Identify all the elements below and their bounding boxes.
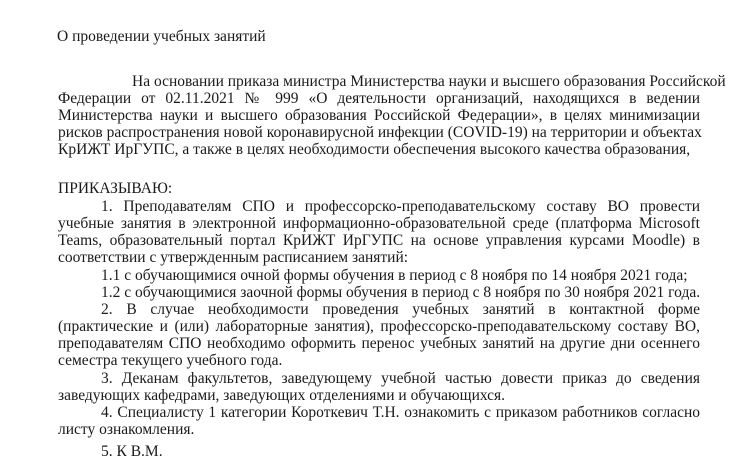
item-2-line-3: преподавателям СПО необходимо оформить перенос учебных занятий на другие дни осеннего (58, 335, 700, 352)
item-4-line-1: 4. Специалисту 1 категории Короткевич Т.Н. ознакомить с приказом работников согласно (101, 404, 700, 421)
preamble-line-3: Министерства науки и высшего образования Российской Федерации», в целях минимизации (58, 107, 700, 124)
item-2-line-2: (практические и (или) лабораторные занятия), профессорско-преподавательскому составу ВО, (58, 318, 700, 335)
item-4-line-2: листу ознакомления. (58, 421, 195, 438)
item-1-line-2: учебные занятия в электронной информационно-образовательной среде (платформа Microsoft (58, 215, 700, 232)
item-1-1: 1.1 с обучающимися очной формы обучения в период с 8 ноября по 14 ноября 2021 года; (101, 267, 688, 284)
item-3-line-1: 3. Деканам факультетов, заведующему учебной частью довести приказ до сведения (101, 370, 700, 387)
item-1-line-3: Teams, образовательный портал КрИЖТ ИрГУПС на основе управления курсами Moodle) в (58, 232, 700, 249)
item-2-line-4: семестра текущего учебного года. (58, 352, 283, 369)
item-2-line-1: 2. В случае необходимости проведения учебных занятий в контактной форме (101, 301, 700, 318)
item-1-line-1: 1. Преподавателям СПО и профессорско-преподавательскому составу ВО провести (101, 198, 700, 215)
item-5-partial: 5. К В.М. (101, 443, 163, 460)
order-heading: ПРИКАЗЫВАЮ: (58, 180, 173, 197)
preamble-line-2: Федерации от 02.11.2021 № 999 «О деятельности организаций, находящихся в ведении (58, 90, 700, 107)
item-1-2: 1.2 с обучающимися заочной формы обучения в период с 8 ноября по 30 ноября 2021 года. (101, 284, 701, 301)
item-1-line-4: соответствии с утвержденным расписанием занятий: (58, 249, 409, 266)
preamble-line-5: КрИЖТ ИрГУПС, а также в целях необходимости обеспечения высокого качества образования, (58, 141, 691, 158)
item-3-line-2: заведующих кафедрами, заведующих отделениями и обучающихся. (58, 387, 506, 404)
preamble-line-4: рисков распространения новой коронавирусной инфекции (COVID-19) на территории и объектах (58, 124, 702, 141)
document-title: О проведении учебных занятий (57, 28, 266, 45)
preamble-line-1: На основании приказа министра Министерства науки и высшего образования Российской (132, 73, 726, 90)
